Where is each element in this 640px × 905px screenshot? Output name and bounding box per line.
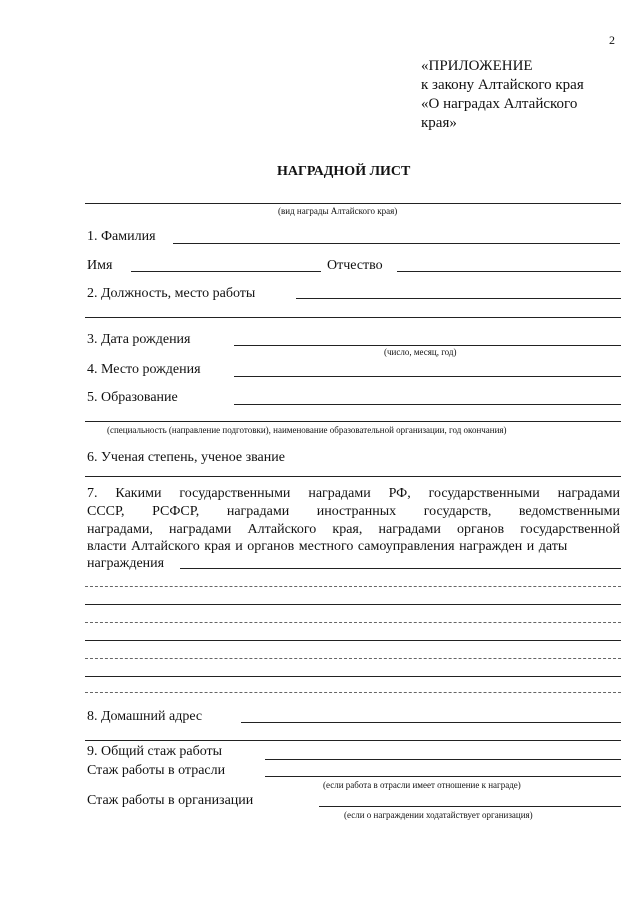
awards-field-line-2[interactable]: [85, 586, 621, 587]
degree-field[interactable]: [85, 476, 621, 477]
birth-place-field[interactable]: [234, 376, 621, 377]
name-field[interactable]: [131, 271, 321, 272]
birth-date-field[interactable]: [234, 345, 621, 346]
awards-question-line-2: СССР, РСФСР, наградами иностранных государств, ведомственными: [87, 504, 620, 519]
industry-experience-label: Стаж работы в отрасли: [87, 763, 226, 778]
awards-field-line-1[interactable]: [180, 568, 621, 569]
surname-label: 1. Фамилия: [87, 229, 156, 244]
awards-field-line-7[interactable]: [85, 676, 621, 677]
org-experience-field[interactable]: [319, 806, 621, 807]
org-experience-label: Стаж работы в организации: [87, 793, 254, 808]
industry-experience-hint: (если работа в отрасли имеет отношение к награде): [323, 780, 521, 790]
awards-field-line-3[interactable]: [85, 604, 621, 605]
birth-date-label: 3. Дата рождения: [87, 332, 191, 347]
home-address-label: 8. Домашний адрес: [87, 709, 203, 724]
appendix-line-3: «О наградах Алтайского: [421, 96, 578, 112]
awards-question-line-4: власти Алтайского края и органов местного самоуправления награжден и даты: [87, 539, 568, 554]
home-address-field-continued[interactable]: [85, 740, 621, 741]
name-label: Имя: [87, 258, 113, 273]
awards-field-line-6[interactable]: [85, 658, 621, 659]
birth-place-label: 4. Место рождения: [87, 362, 201, 377]
education-field-continued[interactable]: [85, 421, 621, 422]
awards-field-line-5[interactable]: [85, 640, 621, 641]
awards-question-line-5: награждения: [87, 556, 165, 571]
awards-question-line-1: 7. Какими государственными наградами РФ, государственными наградами: [87, 486, 620, 501]
surname-field[interactable]: [173, 243, 620, 244]
patronymic-field[interactable]: [397, 271, 621, 272]
appendix-line-4: края»: [421, 115, 457, 131]
org-experience-hint: (если о награждении ходатайствует организация): [344, 810, 533, 820]
awards-field-line-8[interactable]: [85, 692, 621, 693]
education-field[interactable]: [234, 404, 621, 405]
total-experience-field[interactable]: [265, 759, 621, 760]
degree-label: 6. Ученая степень, ученое звание: [87, 450, 285, 465]
position-label: 2. Должность, место работы: [87, 286, 256, 301]
education-label: 5. Образование: [87, 390, 178, 405]
birth-date-hint: (число, месяц, год): [384, 347, 457, 357]
total-experience-label: 9. Общий стаж работы: [87, 744, 223, 759]
awards-field-line-4[interactable]: [85, 622, 621, 623]
position-field[interactable]: [296, 298, 621, 299]
industry-experience-field[interactable]: [265, 776, 621, 777]
home-address-field[interactable]: [241, 722, 621, 723]
education-hint: (специальность (направление подготовки), наименование образовательной организации, год окончания): [107, 425, 507, 435]
document-title: НАГРАДНОЙ ЛИСТ: [277, 164, 411, 179]
appendix-line-2: к закону Алтайского края: [421, 77, 584, 93]
award-type-line[interactable]: [85, 203, 621, 204]
awards-question-line-3: наградами, наградами Алтайского края, наградами органов государственной: [87, 522, 620, 537]
patronymic-label: Отчество: [327, 258, 383, 273]
award-type-hint: (вид награды Алтайского края): [278, 206, 398, 216]
appendix-line-1: «ПРИЛОЖЕНИЕ: [421, 58, 533, 74]
page-number: 2: [609, 33, 615, 47]
position-field-continued[interactable]: [85, 317, 621, 318]
